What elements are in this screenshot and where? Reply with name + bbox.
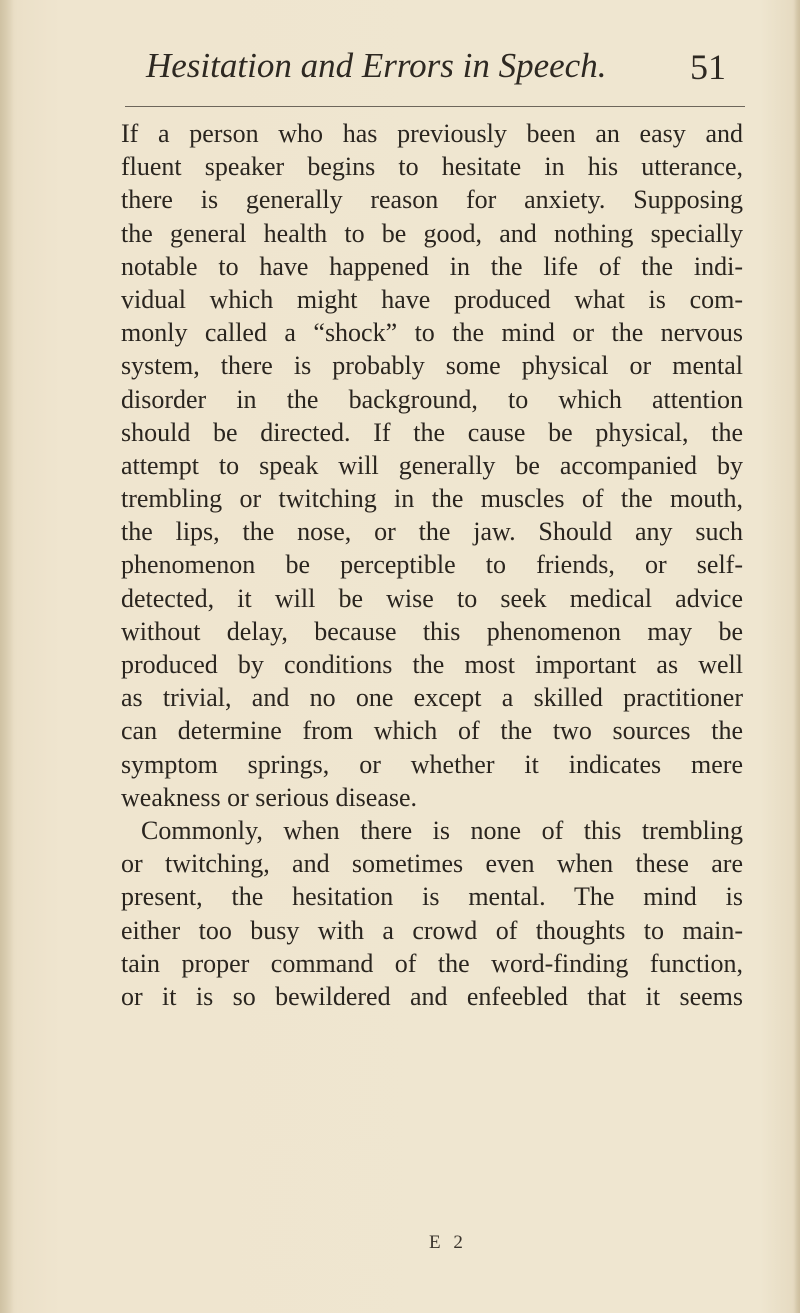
running-title: Hesitation and Errors in Speech. (146, 46, 607, 85)
text-line: either too busy with a crowd of thoughts to main- (121, 915, 743, 945)
text-line: disorder in the background, to which attention (121, 384, 743, 414)
text-line: detected, it will be wise to seek medical advice (121, 583, 743, 613)
text-line: the lips, the nose, or the jaw. Should any such (121, 517, 743, 547)
text-line: should be directed. If the cause be physical, the (121, 417, 743, 447)
text-line-paragraph-end: weakness or serious disease. (121, 782, 418, 812)
text-line: trembling or twitching in the muscles of the mouth, (121, 484, 743, 514)
text-line: there is generally reason for anxiety. Supposing (121, 185, 743, 215)
text-line: vidual which might have produced what is com- (121, 284, 743, 314)
running-head (146, 46, 746, 96)
text-line: without delay, because this phenomenon may be (121, 616, 743, 646)
page-gutter-shadow (0, 0, 14, 1313)
text-line: system, there is probably some physical or mental (121, 351, 743, 381)
text-line: can determine from which of the two sources the (121, 716, 743, 746)
body-text (121, 117, 743, 1013)
text-line: If a person who has previously been an easy and (121, 119, 743, 148)
text-line: fluent speaker begins to hesitate in his utterance, (121, 152, 743, 182)
text-line: present, the hesitation is mental. The mind is (121, 882, 743, 912)
text-line: notable to have happened in the life of the indi- (121, 251, 743, 281)
page-number: 51 (690, 47, 726, 87)
text-line-paragraph-start: Commonly, when there is none of this trembling (141, 815, 743, 845)
text-line: the general health to be good, and nothing specially (121, 218, 743, 248)
text-line: or it is so bewildered and enfeebled that it seems (121, 981, 743, 1011)
text-line: produced by conditions the most important as well (121, 650, 743, 679)
text-line: attempt to speak will generally be accompanied by (121, 450, 743, 480)
text-line: as trivial, and no one except a skilled practitioner (121, 683, 743, 713)
text-line: or twitching, and sometimes even when these are (121, 849, 743, 879)
text-line: symptom springs, or whether it indicates mere (121, 749, 743, 779)
page-edge (794, 0, 800, 1313)
header-rule (125, 106, 745, 107)
text-line: phenomenon be perceptible to friends, or self- (121, 550, 743, 580)
text-line: monly called a “shock” to the mind or the nervous (121, 318, 743, 348)
text-line: tain proper command of the word-finding function, (121, 948, 743, 978)
signature-mark: E 2 (429, 1232, 467, 1253)
